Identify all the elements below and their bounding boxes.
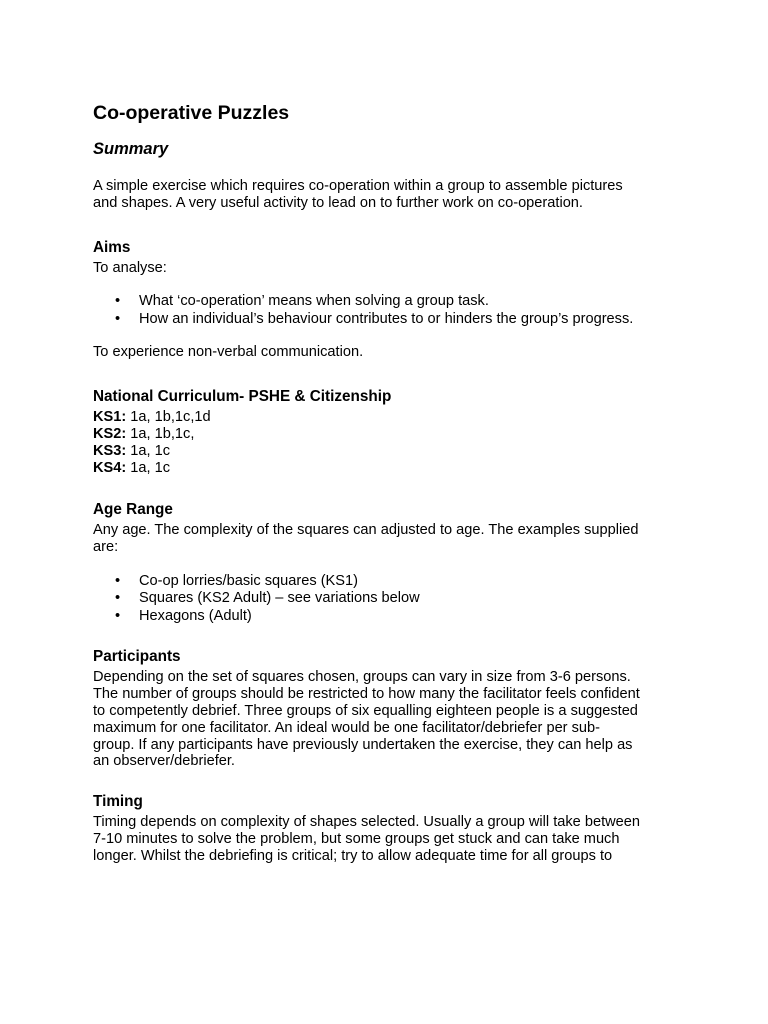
age-range-heading: Age Range — [93, 501, 173, 519]
list-item: • How an individual’s behaviour contributes to or hinders the group’s progress. — [93, 311, 693, 329]
aims-list — [93, 293, 693, 328]
age-range-list — [93, 573, 693, 626]
curriculum-item — [93, 426, 693, 443]
text-line: The number of groups should be restricted to how many the facilitator feels confident — [93, 686, 640, 703]
curriculum-value: 1a, 1b,1c,1d — [126, 409, 211, 426]
text-line: an observer/debriefer. — [93, 753, 235, 770]
document-title: Co-operative Puzzles — [93, 102, 290, 124]
document-body — [93, 100, 693, 865]
curriculum-value: 1a, 1c — [126, 459, 171, 476]
timing-heading: Timing — [93, 793, 143, 811]
list-item: • What ‘co-operation’ means when solving a group task. — [93, 293, 693, 311]
aims-intro: To analyse: — [93, 259, 167, 276]
list-item: • Co-op lorries/basic squares (KS1) — [93, 573, 693, 591]
text-line: Any age. The complexity of the squares can adjusted to age. The examples supplied — [93, 522, 639, 539]
text-line: maximum for one facilitator. An ideal would be one facilitator/debriefer per sub- — [93, 719, 600, 736]
text-line: are: — [93, 539, 119, 556]
curriculum-value: 1a, 1b,1c, — [126, 425, 195, 442]
curriculum-item — [93, 460, 693, 477]
text-line: and shapes. A very useful activity to lead on to further work on co-operation. — [93, 194, 583, 211]
curriculum-value: 1a, 1c — [126, 442, 171, 459]
summary-paragraph — [93, 178, 693, 212]
curriculum-key: KS1: — [93, 409, 127, 426]
curriculum-list — [93, 409, 693, 476]
age-range-paragraph — [93, 522, 693, 556]
text-line: longer. Whilst the debriefing is critical; try to allow adequate time for all groups to — [93, 847, 613, 864]
text-line: A simple exercise which requires co-operation within a group to assemble pictures — [93, 178, 623, 194]
curriculum-key: KS2: — [93, 425, 127, 442]
list-item: • Squares (KS2 Adult) – see variations below — [93, 590, 693, 608]
curriculum-key: KS4: — [93, 459, 127, 476]
participants-paragraph — [93, 669, 693, 770]
text-line: group. If any participants have previously undertaken the exercise, they can help as — [93, 736, 633, 753]
summary-heading: Summary — [93, 140, 169, 158]
curriculum-key: KS3: — [93, 442, 127, 459]
curriculum-heading: National Curriculum- PSHE & Citizenship — [93, 388, 392, 406]
aims-closing: To experience non-verbal communication. — [93, 344, 364, 361]
curriculum-item — [93, 443, 693, 460]
text-line: 7-10 minutes to solve the problem, but some groups get stuck and can take much — [93, 831, 620, 848]
timing-paragraph — [93, 814, 693, 864]
curriculum-item — [93, 409, 693, 426]
participants-heading: Participants — [93, 648, 181, 666]
text-line: Depending on the set of squares chosen, groups can vary in size from 3-6 persons. — [93, 669, 631, 686]
text-line: to competently debrief. Three groups of six equalling eighteen people is a suggested — [93, 703, 638, 720]
list-item: • Hexagons (Adult) — [93, 608, 693, 626]
text-line: Timing depends on complexity of shapes selected. Usually a group will take between — [93, 814, 641, 831]
aims-heading: Aims — [93, 238, 131, 256]
